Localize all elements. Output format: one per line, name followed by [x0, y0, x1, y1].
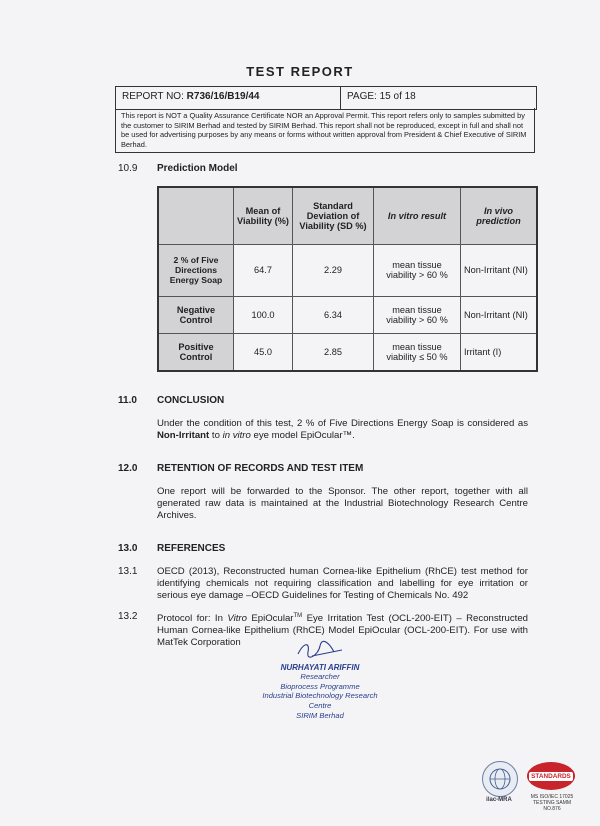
table-cell: Irritant (I) [461, 333, 538, 371]
section-number: 10.9 [118, 163, 138, 174]
conclusion-part: in vitro [222, 429, 251, 441]
table-cell: Non-Irritant (NI) [461, 245, 538, 297]
column-header: Standard Deviation of Viability (SD %) [293, 187, 374, 245]
signatory-programme: Bioprocess Programme [280, 681, 360, 691]
column-header: Mean of Viability (%) [234, 187, 293, 245]
reference-part: Vitro [227, 613, 247, 625]
page-number: PAGE: 15 of 18 [347, 91, 416, 102]
table-row [158, 296, 537, 333]
table-cell: 64.7 [234, 245, 293, 297]
section-number: 11.0 [118, 395, 137, 406]
standards-logo-icon [527, 762, 575, 790]
reference-part: Eye Irritation Test (OCL-200-EIT) – Reconstructed Human Cornea-like Epithelium (RhCE) Model EpiOcular (OCL-200-EIT). For use with MatTek Corporation [157, 613, 528, 648]
table-cell: 2.85 [293, 333, 374, 371]
table-cell: mean tissue viability > 60 % [374, 245, 461, 297]
signatory-role: Researcher [300, 672, 340, 682]
signature-scribble-icon [290, 638, 350, 660]
section-title: REFERENCES [157, 543, 226, 554]
conclusion-part: Under the condition of this test, 2 % of Five Directions Energy Soap is considered as [157, 418, 528, 429]
section-title: RETENTION OF RECORDS AND TEST ITEM [157, 463, 364, 474]
conclusion-verdict: Non-Irritant [157, 429, 210, 441]
signature-block [250, 638, 390, 720]
table-cell: 6.34 [293, 296, 374, 333]
signatory-centre: Industrial Biotechnology Research Centre [262, 691, 378, 710]
table-cell: Non-Irritant (NI) [461, 296, 538, 333]
conclusion-part: eye model EpiOcular™. [250, 429, 355, 441]
report-title: TEST REPORT [246, 64, 354, 79]
section-title: Prediction Model [157, 163, 238, 174]
row-label: 2 % of Five Directions Energy Soap [158, 245, 234, 297]
globe-icon [488, 767, 512, 791]
reference-number: 13.1 [118, 566, 138, 577]
prediction-model-table [157, 186, 538, 372]
column-header: In vitro result [374, 187, 461, 245]
section-number: 13.0 [118, 543, 138, 554]
report-number-cell [116, 87, 341, 109]
signatory-name: NURHAYATI ARIFFIN [280, 662, 360, 672]
column-header: In vivo prediction [461, 187, 538, 245]
signatory-org: SIRIM Berhad [296, 710, 344, 720]
table-row [158, 245, 537, 297]
standards-label: STANDARDS [531, 772, 571, 780]
reference-part: Protocol for: In [157, 613, 228, 625]
disclaimer: This report is NOT a Quality Assurance Certificate NOR an Approval Permit. This report refers only to samples submitted by the customer to SIRIM Berhad and tested by SIRIM Berhad. This report shall not be reproduced, except in full and shall not be used for advertising purposes by any means or forms without written approval from President & Chief Executive of SIRIM Berhad. [115, 108, 535, 153]
conclusion-text [157, 418, 528, 442]
section-title: CONCLUSION [157, 395, 225, 406]
reference-number: 13.2 [118, 611, 138, 622]
report-header-box [115, 86, 537, 110]
table-cell: mean tissue viability ≤ 50 % [374, 333, 461, 371]
ilac-mra-label: ilac-MRA [486, 797, 512, 803]
reference-item: OECD (2013), Reconstructed human Cornea-like Epithelium (RhCE) test method for identifying chemicals not requiring classification and labelling for eye irritation or serious eye damage –OECD Guidelines for Testing of Chemicals No. 492 [157, 566, 528, 601]
report-number-label: REPORT NO: [122, 91, 184, 102]
report-number: R736/16/B19/44 [186, 91, 260, 102]
reference-part: EpiOcular [246, 613, 294, 625]
section-number: 12.0 [118, 463, 138, 474]
trademark: TM [293, 613, 303, 619]
table-cell: mean tissue viability > 60 % [374, 296, 461, 333]
row-label: Negative Control [158, 296, 234, 333]
table-row [158, 333, 537, 371]
accreditation-text: MS ISO/IEC 17025 TESTING SAMM NO.876 [530, 794, 574, 812]
table-cell: 2.29 [293, 245, 374, 297]
row-label: Positive Control [158, 333, 234, 371]
ilac-mra-logo-icon [482, 761, 518, 797]
table-cell: 100.0 [234, 296, 293, 333]
retention-text: One report will be forwarded to the Sponsor. The other report, together with all generated raw data is maintained at the Industrial Biotechnology Research Centre Archives. [157, 486, 528, 521]
conclusion-part: to [209, 429, 223, 441]
table-corner [158, 187, 234, 245]
table-cell: 45.0 [234, 333, 293, 371]
